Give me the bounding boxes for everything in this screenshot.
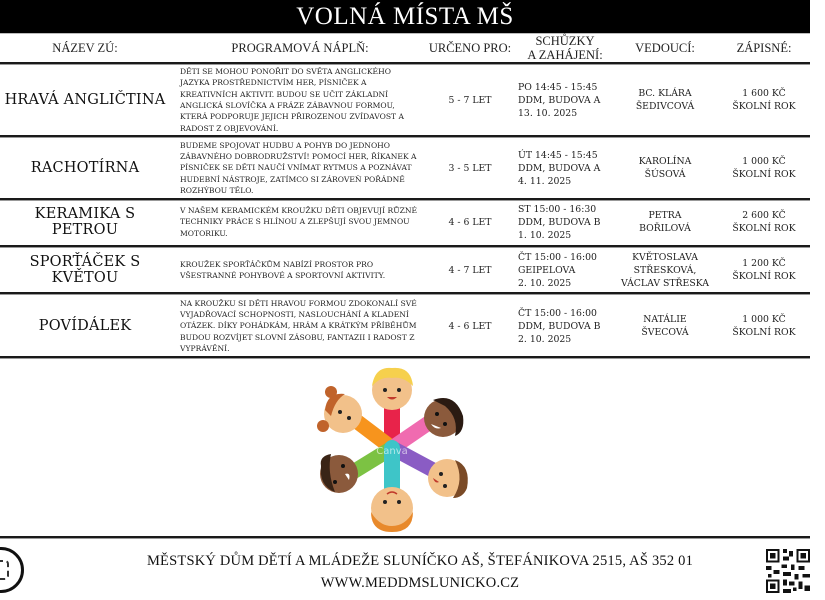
course-fee: 1 600 KČ ŠKOLNÍ ROK <box>732 88 796 112</box>
footer-divider <box>0 536 810 539</box>
course-leader: KVĚTOSLAVA STŘESKOVÁ, VÁCLAV STŘESKA <box>620 251 709 289</box>
child-top-right <box>424 398 463 437</box>
course-age: 4 - 6 LET <box>448 216 492 228</box>
course-leader: NATÁLIE ŠVECOVÁ <box>641 314 689 338</box>
child-bottom <box>371 487 413 532</box>
ddm-slunicko-logo-icon <box>0 547 24 593</box>
course-schedule: ČT 15:00 - 16:00 DDM, BUDOVA B 2. 10. 2025 <box>518 307 601 345</box>
footer <box>120 550 720 594</box>
course-schedule: ÚT 14:45 - 15:45 DDM, BUDOVA A 4. 11. 2025 <box>518 149 601 187</box>
column-header-fee: ZÁPISNÉ: <box>736 41 792 55</box>
child-top-left <box>317 386 362 433</box>
course-name: RACHOTÍRNA <box>30 160 140 176</box>
course-fee: 1 000 KČ ŠKOLNÍ ROK <box>732 156 796 180</box>
child-bottom-left <box>320 454 358 493</box>
row-divider <box>0 292 810 295</box>
course-age: 5 - 7 LET <box>448 94 492 106</box>
course-leader: KAROLÍNA ŠÚSOVÁ <box>638 156 692 180</box>
course-fee: 1 200 KČ ŠKOLNÍ ROK <box>732 258 796 282</box>
footer-website[interactable]: WWW.MEDDMSLUNICKO.CZ <box>320 575 520 591</box>
column-header-program: PROGRAMOVÁ NÁPLŇ: <box>231 41 369 55</box>
course-name: KERAMIKA S PETROU <box>34 206 136 238</box>
page-title: VOLNÁ MÍSTA MŠ <box>0 0 810 33</box>
column-header-schedule: SCHŮZKY A ZAHÁJENÍ: <box>527 34 603 62</box>
course-leader: PETRA BOŘILOVÁ <box>639 210 691 234</box>
course-fee: 2 600 KČ ŠKOLNÍ ROK <box>732 210 796 234</box>
row-divider <box>0 135 810 138</box>
column-header-name: NÁZEV ZÚ: <box>52 41 118 55</box>
course-schedule: ST 15:00 - 16:30 DDM, BUDOVA B 1. 10. 2025 <box>518 203 601 241</box>
course-program: BUDEME SPOJOVAT HUDBU A POHYB DO JEDNOHO ZÁBAVNÉHO DOBRODRUŽSTVÍ! POMOCÍ HER, ŘÍKANEK A PÍSNIČEK SE DĚTI NAUČÍ VNÍMAT RYTMUS A POZNÁVAT HUDEBNÍ NÁSTROJE, ZATÍMCO SI ZÁROVEŇ POŘÁDNĚ ROZHÝBOU TĚLO. <box>180 140 417 195</box>
course-fee: 1 000 KČ ŠKOLNÍ ROK <box>732 314 796 338</box>
course-leader: BC. KLÁRA ŠEDIVCOVÁ <box>635 88 695 112</box>
qr-code-icon[interactable] <box>764 546 812 596</box>
table-row <box>0 139 810 197</box>
course-program: V NAŠEM KERAMICKÉM KROUŽKU DĚTI OBJEVUJÍ RŮZNÉ TECHNIKY PRÁCE S HLÍNOU A ZLEPŠUJÍ SVOU JEMNOU MOTORIKU. <box>180 206 418 238</box>
table-row <box>0 201 810 243</box>
table-bottom-divider <box>0 356 810 359</box>
table-row <box>0 296 810 356</box>
course-program: DĚTI SE MOHOU PONOŘIT DO SVĚTA ANGLICKÉHO JAZYKA PROSTŘEDNICTVÍM HER, PÍSNIČEK A KREATIVNÍCH AKTIVIT. BUDOU SE UČIT ZÁKLADNÍ ANGLICKÁ SLOVÍČKA A FRÁZE ZÁBAVNOU FORMOU, KTERÁ PODPORUJE JEJICH PŘIROZENOU ZVÍDAVOST A RADOST Z OBJEVOVÁNÍ. <box>180 67 405 133</box>
course-schedule: ČT 15:00 - 16:00 GEIPELOVA 2. 10. 2025 <box>518 251 597 289</box>
footer-address: MĚSTSKÝ DŮM DĚTÍ A MLÁDEŽE SLUNÍČKO AŠ, ŠTEFÁNIKOVA 2515, AŠ 352 01 <box>146 553 694 569</box>
row-divider <box>0 245 810 248</box>
course-age: 4 - 7 LET <box>448 264 492 276</box>
course-name: HRAVÁ ANGLIČTINA <box>4 92 166 108</box>
watermark: Canva <box>376 446 408 457</box>
table-header <box>0 34 810 62</box>
course-schedule: PO 14:45 - 15:45 DDM, BUDOVA A 13. 10. 2025 <box>518 81 601 119</box>
child-bottom-right <box>428 459 468 498</box>
child-top <box>372 368 413 410</box>
course-age: 3 - 5 LET <box>448 162 492 174</box>
course-age: 4 - 6 LET <box>448 320 492 332</box>
header-divider <box>0 62 810 65</box>
column-header-age: URČENO PRO: <box>428 41 512 55</box>
table-row <box>0 66 810 134</box>
children-circle-illustration-icon <box>305 362 480 534</box>
course-name: SPORŤÁČEK S KVĚTOU <box>29 254 141 286</box>
course-program: KROUŽEK SPORŤÁČKŮM NABÍZÍ PROSTOR PRO VŠESTRANNÉ POHYBOVÉ A SPORTOVNÍ AKTIVITY. <box>180 259 386 280</box>
course-name: POVÍDÁLEK <box>38 318 132 334</box>
course-program: NA KROUŽKU SI DĚTI HRAVOU FORMOU ZDOKONALÍ SVÉ VYJADŘOVACÍ SCHOPNOSTI, NASLOUCHÁNÍ A KLADENÍ OTÁZEK. DÍKY POHÁDKÁM, HRÁM A KRÁTKÝM PŘÍBĚHŮM BUDOU ROZVÍJET SLOVNÍ ZÁSOBU, FANTAZII I RADOST Z VYPRÁVĚNÍ. <box>180 298 417 353</box>
column-header-leader: VEDOUCÍ: <box>635 41 695 55</box>
table-row <box>0 249 810 291</box>
